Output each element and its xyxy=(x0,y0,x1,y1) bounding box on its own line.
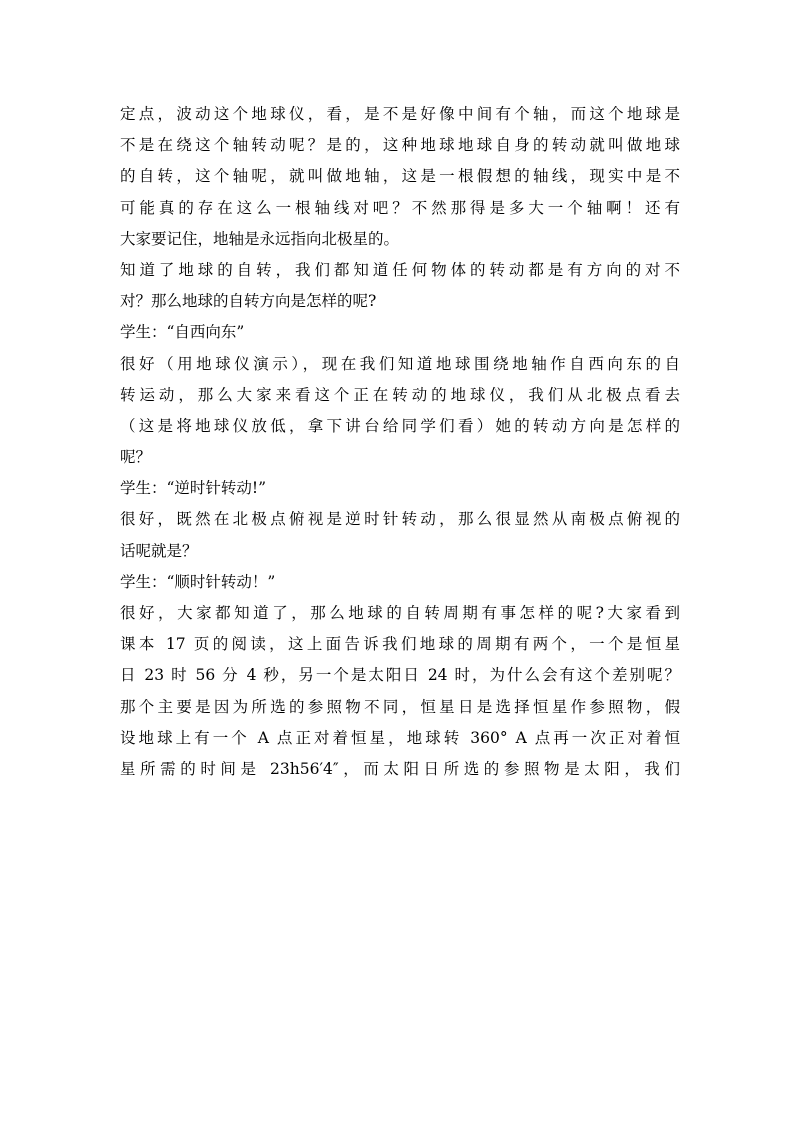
text-line: 对？那么地球的自转方向是怎样的呢? xyxy=(120,292,377,311)
text-line: 学生：“顺时针转动！” xyxy=(120,572,276,591)
text-line: 知道了地球的自转，我们都知道任何物体的转动都是有方向的对不 xyxy=(120,260,680,279)
text-line: 呢？ xyxy=(120,448,152,467)
paragraph-student-answer-west-east xyxy=(120,317,680,348)
paragraph-globe-demo xyxy=(120,349,680,474)
paragraph-student-answer-counterclockwise xyxy=(120,473,680,504)
text-line: 那个主要是因为所选的参照物不同，恒星日是选择恒星作参照物，假 xyxy=(120,697,680,716)
text-line: 学生：“自西向东” xyxy=(120,323,245,342)
paragraph-south-pole-question xyxy=(120,504,680,566)
text-line: 日 23 时 56 分 4 秒，另一个是太阳日 24 时，为什么会有这个差别呢？ xyxy=(120,666,680,685)
text-line: 定点，波动这个地球仪，看，是不是好像中间有个轴，而这个地球是 xyxy=(120,105,680,123)
text-line: 课本 17 页的阅读，这上面告诉我们地球的周期有两个，一个是恒星 xyxy=(120,635,680,654)
text-line: 学生：“逆时针转动!” xyxy=(120,479,267,498)
text-line: 大家要记住，地轴是永远指向北极星的。 xyxy=(120,229,400,248)
paragraph-earth-axis xyxy=(120,99,680,255)
text-line: 转运动，那么大家来看这个正在转动的地球仪，我们从北极点看去 xyxy=(120,385,680,404)
paragraph-student-answer-clockwise xyxy=(120,567,680,598)
text-line: （这是将地球仪放低，拿下讲台给同学们看）她的转动方向是怎样的 xyxy=(120,416,680,435)
document-body xyxy=(120,99,680,785)
text-line: 不是在绕这个轴转动呢？是的，这种地球地球自身的转动就叫做地球 xyxy=(120,136,680,155)
text-line: 星所需的时间是 23h56′4″，而太阳日所选的参照物是太阳，我们 xyxy=(120,759,680,778)
text-line: 很好，既然在北极点俯视是逆时针转动，那么很显然从南极点俯视的 xyxy=(120,510,680,529)
paragraph-rotation-period xyxy=(120,598,680,785)
text-line: 设地球上有一个 A 点正对着恒星，地球转 360° A 点再一次正对着恒 xyxy=(120,728,680,747)
text-line: 话呢就是？ xyxy=(120,541,198,560)
text-line: 可能真的存在这么一根轴线对吧？不然那得是多大一个轴啊！还有 xyxy=(120,198,680,217)
text-line: 很好，大家都知道了，那么地球的自转周期有事怎样的呢?大家看到 xyxy=(120,604,680,622)
text-line: 的自转，这个轴呢，就叫做地轴，这是一根假想的轴线，现实中是不 xyxy=(120,167,680,186)
paragraph-rotation-direction-question xyxy=(120,255,680,317)
text-line: 很好（用地球仪演示），现在我们知道地球围绕地轴作自西向东的自 xyxy=(120,354,680,373)
